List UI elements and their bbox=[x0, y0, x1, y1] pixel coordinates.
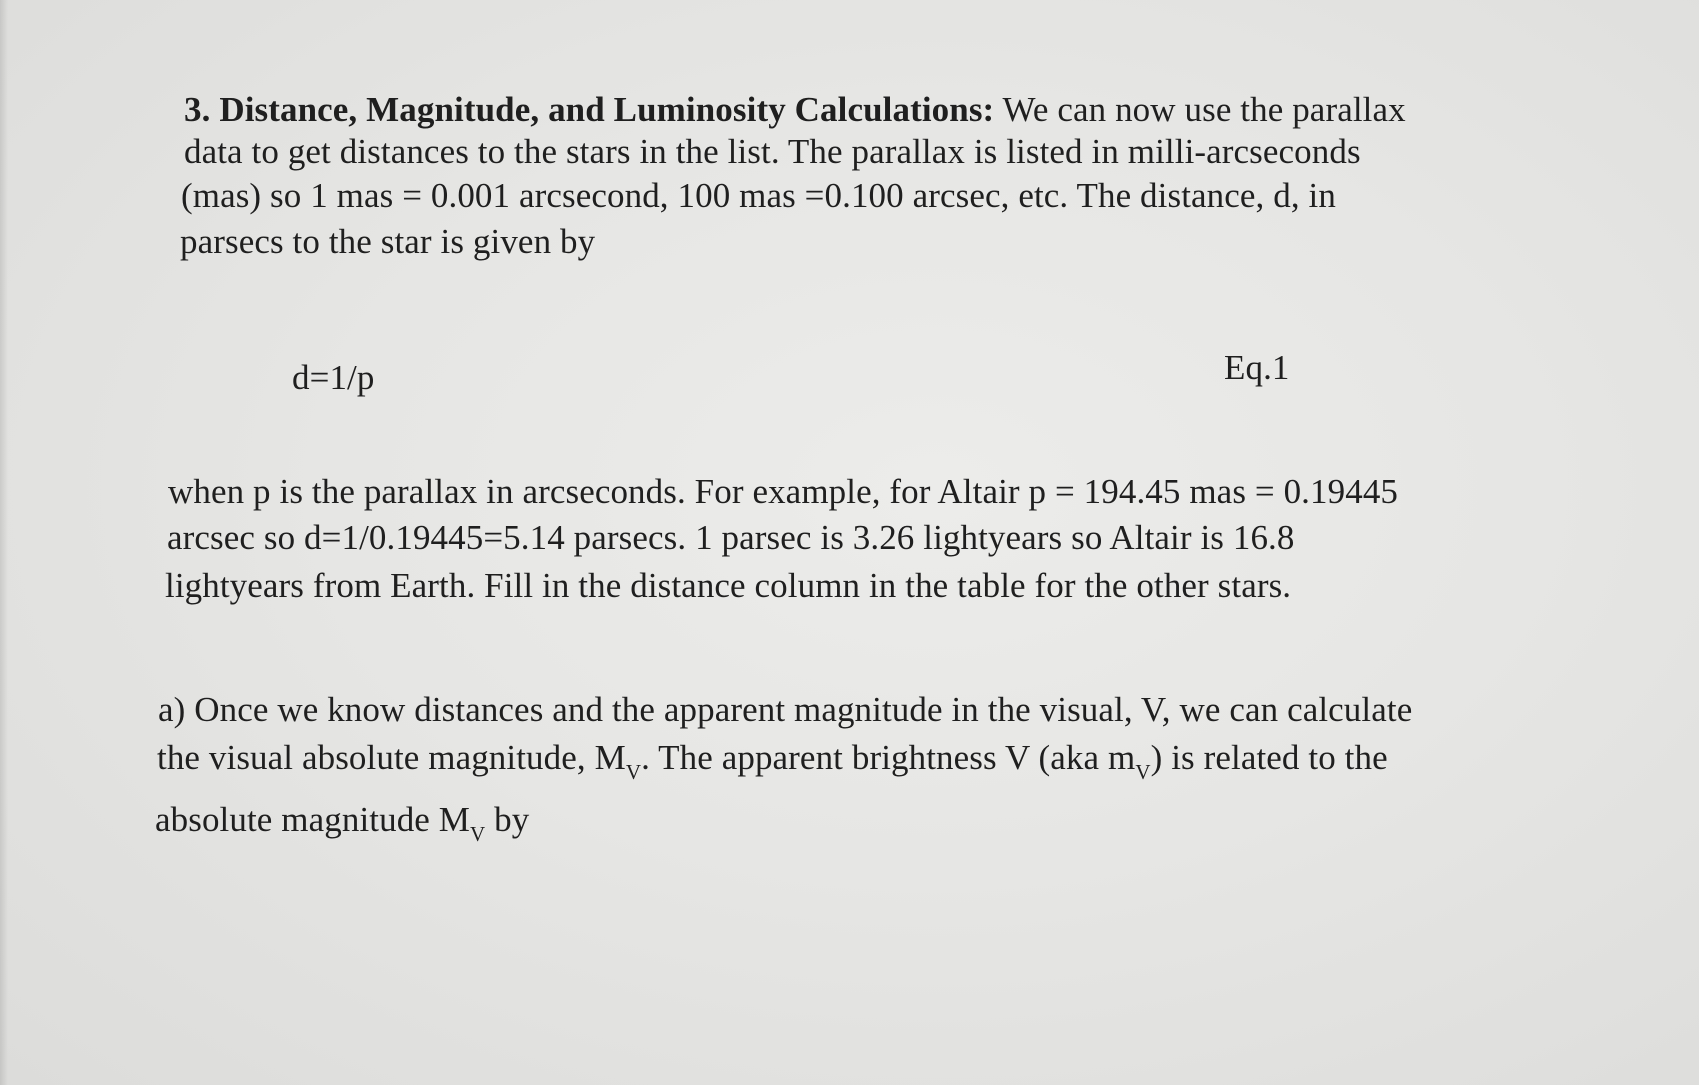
page-edge-shadow bbox=[0, 0, 8, 1085]
part-a-line-3-text-a: absolute magnitude M bbox=[155, 800, 471, 839]
intro-line-1: We can now use the parallax bbox=[1002, 90, 1406, 129]
absolute-magnitude-subscript-2: V bbox=[470, 822, 486, 846]
example-line-2: arcsec so d=1/0.19445=5.14 parsecs. 1 parsec is 3.26 lightyears so Altair is 16.8 bbox=[167, 518, 1295, 557]
intro-line-2: data to get distances to the stars in the list. The parallax is listed in milli-arcseconds bbox=[184, 132, 1361, 171]
part-a-line-2 bbox=[157, 738, 1388, 784]
intro-line-3: (mas) so 1 mas = 0.001 arcsecond, 100 mas =0.100 arcsec, etc. The distance, d, in bbox=[181, 176, 1336, 215]
section-heading: Distance, Magnitude, and Luminosity Calculations: bbox=[219, 90, 995, 129]
part-a-line-2-text-c: ) is related to the bbox=[1150, 738, 1388, 777]
section-number: 3. bbox=[184, 90, 211, 129]
part-a-line-1: a) Once we know distances and the apparent magnitude in the visual, V, we can calculate bbox=[158, 690, 1413, 729]
part-a-line-2-text-b: . The apparent brightness V (aka m bbox=[641, 738, 1136, 777]
section-heading-line bbox=[184, 90, 1406, 130]
equation-formula: d=1/p bbox=[292, 358, 375, 397]
example-line-1: when p is the parallax in arcseconds. For example, for Altair p = 194.45 mas = 0.19445 bbox=[168, 472, 1399, 511]
part-a-line-2-text-a: the visual absolute magnitude, M bbox=[157, 738, 626, 777]
intro-line-4: parsecs to the star is given by bbox=[180, 222, 596, 261]
part-a-line-3 bbox=[155, 800, 530, 846]
apparent-magnitude-subscript: V bbox=[1135, 760, 1151, 784]
absolute-magnitude-subscript: V bbox=[625, 760, 642, 784]
part-a-line-3-text-b: by bbox=[485, 800, 530, 839]
example-line-3: lightyears from Earth. Fill in the distance column in the table for the other stars. bbox=[165, 566, 1292, 605]
equation-label: Eq.1 bbox=[1224, 348, 1290, 387]
